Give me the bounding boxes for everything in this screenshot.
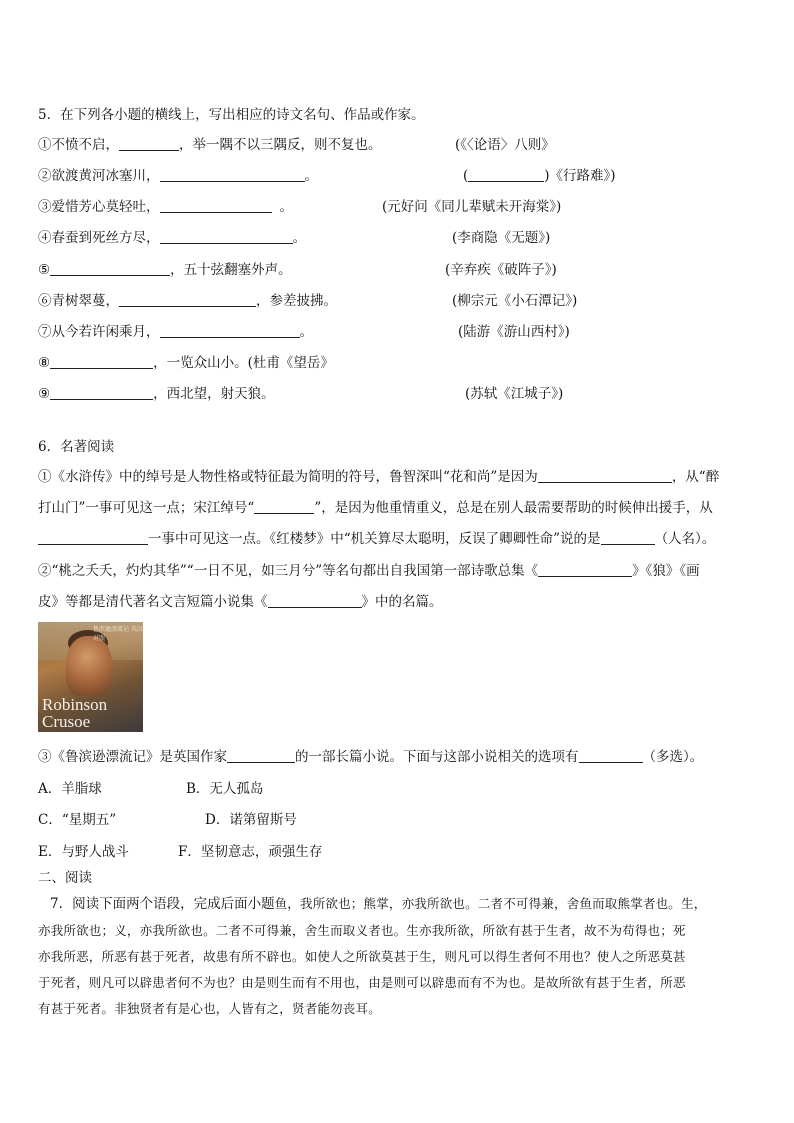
- q7-line3: 亦我所恶，所恶有甚于死者，故患有所不辟也。如使人之所欲莫甚于生，则凡可以得生者何不用也？使人之所恶莫甚: [38, 949, 686, 964]
- item-text: ，西北望，射天狼。: [153, 386, 275, 402]
- q5-source-7: (陆游《游山西村》): [458, 324, 570, 340]
- q5-item-7: [38, 323, 313, 341]
- option-c[interactable]: C．“星期五”: [38, 812, 117, 828]
- answer-blank[interactable]: [38, 530, 148, 545]
- item-text: ⑨: [38, 386, 51, 402]
- q6-heading: 6．名著阅读: [38, 439, 115, 455]
- section-heading-reading: 二、阅读: [38, 870, 92, 886]
- cover-title-line2: Crusoe: [42, 712, 91, 731]
- item-text: ⑤: [38, 262, 51, 278]
- item-text: ，举一隅不以三隅反，则不复也。: [179, 137, 382, 153]
- q5-item-5: [38, 261, 292, 279]
- item-text: ⑧: [38, 355, 51, 371]
- answer-blank[interactable]: [50, 385, 153, 400]
- cover-figure: [66, 636, 112, 696]
- q5-source-6: (柳宗元《小石潭记》): [452, 293, 578, 309]
- answer-blank[interactable]: [538, 468, 672, 483]
- answer-blank[interactable]: [160, 198, 272, 213]
- item-text: ④春蚕到死丝方尽，: [38, 230, 160, 246]
- q6-para2-line1: [38, 562, 700, 580]
- para-text: ②“桃之夭夭，灼灼其华”“一日不见，如三月兮”等名句都出自我国第一部诗歌总集《: [38, 563, 539, 579]
- answer-blank[interactable]: [119, 136, 179, 151]
- q6-para1-line2: [38, 499, 713, 517]
- answer-blank[interactable]: [160, 323, 300, 338]
- answer-blank[interactable]: [160, 229, 293, 244]
- item-text: ③爱惜芳心莫轻吐，: [38, 199, 160, 215]
- item-text: ，一览众山小。(杜甫《望岳》: [153, 355, 334, 371]
- para-text: 的一部长篇小说。下面与这部小说相关的选项有: [295, 749, 579, 765]
- item-text: 。: [299, 324, 313, 340]
- item-text: ⑦从今若许闲乘月，: [38, 324, 160, 340]
- q5-source-3: (元好问《同儿辈赋未开海棠》): [382, 199, 562, 215]
- q5-item-8: [38, 354, 334, 372]
- q5-item-4: [38, 229, 306, 247]
- source-text: )《行路难》): [544, 168, 616, 184]
- q5-item-2: [38, 167, 318, 185]
- answer-blank[interactable]: [254, 499, 314, 514]
- answer-blank[interactable]: [579, 748, 643, 763]
- q6-para1-line1: [38, 468, 719, 486]
- option-e[interactable]: E．与野人战斗: [38, 844, 129, 860]
- para-text: 一事中可见这一点。《红楼梦》中“机关算尽太聪明，反误了卿卿性命”说的是: [148, 531, 601, 547]
- para-text: ，从“醉: [671, 469, 720, 485]
- q5-source-1: (《〈论语〉八则》: [455, 137, 555, 153]
- para-text: （多选）。: [642, 749, 704, 765]
- cover-title-line1: Robinson: [42, 695, 108, 714]
- q5-source-4: (李商隐《无题》): [452, 230, 551, 246]
- option-a[interactable]: A．羊脂球: [38, 781, 102, 797]
- robinson-crusoe-cover-image: [38, 622, 143, 732]
- para-text: ”，是因为他重情重义，总是在别人最需要帮助的时候伸出援手，从: [314, 500, 713, 516]
- q6-para1-line3: [38, 530, 715, 548]
- para-text: ①《水浒传》中的绰号是人物性格或特征最为简明的符号，鲁智深叫“花和尚”是因为: [38, 469, 538, 485]
- item-text: 。: [279, 199, 293, 215]
- item-text: 。: [304, 168, 318, 184]
- cover-tag: 鲁滨逊漂流记·英汉对照: [93, 626, 143, 642]
- para-text: ③《鲁滨逊漂流记》是英国作家: [38, 749, 227, 765]
- para-text: 》中的名篇。: [361, 594, 443, 610]
- item-text: 。: [292, 230, 306, 246]
- option-d[interactable]: D．诺第留斯号: [205, 812, 297, 828]
- q5-item-9: [38, 385, 275, 403]
- q5-item-3: [38, 198, 293, 216]
- option-f[interactable]: F．坚韧意志，顽强生存: [178, 844, 323, 860]
- q5-source-9: (苏轼《江城子》): [465, 386, 564, 402]
- source-text: (: [463, 168, 469, 184]
- answer-blank[interactable]: [50, 354, 153, 369]
- para-text: 皮》等都是清代著名文言短篇小说集《: [38, 594, 268, 610]
- q7-intro: 7．阅读下面两个语段，完成后面小题: [50, 896, 275, 912]
- q5-source-2: [463, 167, 616, 185]
- q5-item-6: [38, 292, 337, 310]
- q6-para2-line2: [38, 593, 443, 611]
- answer-blank[interactable]: [160, 167, 305, 182]
- option-b[interactable]: B．无人孤岛: [186, 781, 264, 797]
- q7-line1: [50, 895, 706, 913]
- q5-item-1: [38, 136, 382, 154]
- answer-blank[interactable]: [538, 562, 632, 577]
- answer-blank[interactable]: [468, 167, 544, 182]
- q6-para3: [38, 748, 703, 766]
- item-text: ，五十弦翻塞外声。: [170, 262, 292, 278]
- answer-blank[interactable]: [227, 748, 295, 763]
- para-text: 》《狼》《画: [632, 563, 700, 579]
- answer-blank[interactable]: [268, 593, 362, 608]
- q7-line2: 亦我所欲也；义，亦我所欲也。二者不可得兼，舍生而取义者也。生亦我所欲，所欲有甚于生者，故不为苟得也；死: [38, 923, 686, 938]
- passage-text: 鱼，我所欲也；熊掌，亦我所欲也。二者不可得兼，舍鱼而取熊掌者也。生，: [274, 896, 707, 911]
- answer-blank[interactable]: [50, 261, 170, 276]
- item-text: ，参差披拂。: [256, 293, 337, 309]
- q7-line5: 有甚于死者。非独贤者有是心也，人皆有之，贤者能勿丧耳。: [38, 1001, 381, 1016]
- item-text: ⑥青树翠蔓，: [38, 293, 119, 309]
- q5-heading: 5．在下列各小题的横线上，写出相应的诗文名句、作品或作家。: [38, 107, 425, 123]
- para-text: （人名）。: [654, 531, 716, 547]
- answer-blank[interactable]: [601, 530, 655, 545]
- item-text: ①不愤不启，: [38, 137, 119, 153]
- q7-line4: 于死者，则凡可以辟患者何不为也？由是则生而有不用也，由是则可以辟患而有不为也。是故所欲有甚于生者，所恶: [38, 975, 686, 990]
- q5-source-5: (辛弃疾《破阵子》): [445, 262, 557, 278]
- answer-blank[interactable]: [119, 292, 256, 307]
- para-text: 打山门”一事可见这一点；宋江绰号“: [38, 500, 255, 516]
- item-text: ②欲渡黄河冰塞川，: [38, 168, 160, 184]
